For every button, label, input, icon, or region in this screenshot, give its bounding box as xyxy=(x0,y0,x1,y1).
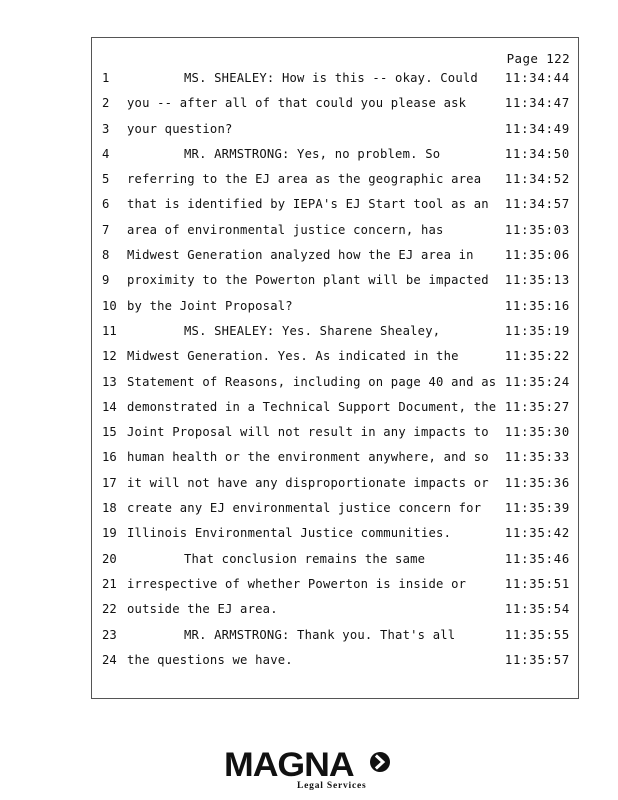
transcript-line xyxy=(92,96,578,121)
line-timestamp: 11:35:27 xyxy=(504,399,570,414)
arrow-circle-icon xyxy=(369,751,391,773)
line-number: 11 xyxy=(102,323,117,338)
line-timestamp: 11:35:24 xyxy=(504,374,570,389)
line-timestamp: 11:35:22 xyxy=(504,349,570,364)
line-number: 16 xyxy=(102,450,117,465)
transcript-line xyxy=(92,299,578,324)
transcript-line xyxy=(92,425,578,450)
transcript-line xyxy=(92,476,578,501)
line-timestamp: 11:35:03 xyxy=(504,222,570,237)
line-timestamp: 11:34:57 xyxy=(504,197,570,212)
line-text: Joint Proposal will not result in any impacts to xyxy=(127,425,489,440)
line-number: 22 xyxy=(102,602,117,617)
line-text: MR. ARMSTRONG: Thank you. That's all xyxy=(184,627,456,642)
line-text: MS. SHEALEY: Yes. Sharene Shealey, xyxy=(184,323,441,338)
line-timestamp: 11:35:42 xyxy=(504,526,570,541)
transcript-line xyxy=(92,223,578,248)
transcript-line xyxy=(92,248,578,273)
line-number: 8 xyxy=(102,248,110,263)
line-timestamp: 11:35:57 xyxy=(504,652,570,667)
line-number: 17 xyxy=(102,475,117,490)
transcript-line xyxy=(92,71,578,96)
line-text: MR. ARMSTRONG: Yes, no problem. So xyxy=(184,146,441,161)
line-number: 21 xyxy=(102,576,117,591)
transcript-line xyxy=(92,653,578,678)
line-text: human health or the environment anywhere, and so xyxy=(127,450,489,465)
line-number: 3 xyxy=(102,121,110,136)
line-timestamp: 11:35:39 xyxy=(504,501,570,516)
line-text: outside the EJ area. xyxy=(127,602,278,617)
transcript-line xyxy=(92,197,578,222)
line-number: 4 xyxy=(102,146,110,161)
line-number: 1 xyxy=(102,71,110,85)
line-number: 13 xyxy=(102,374,117,389)
line-text: irrespective of whether Powerton is inside or xyxy=(127,576,467,591)
line-text: that is identified by IEPA's EJ Start tool as an xyxy=(127,197,489,212)
line-timestamp: 11:35:06 xyxy=(504,248,570,263)
line-text: your question? xyxy=(127,121,233,136)
line-number: 5 xyxy=(102,172,110,187)
transcript-line xyxy=(92,602,578,627)
line-text: area of environmental justice concern, has xyxy=(127,222,444,237)
line-text: That conclusion remains the same xyxy=(184,551,426,566)
page-number: Page 122 xyxy=(506,51,570,66)
line-timestamp: 11:35:46 xyxy=(504,551,570,566)
transcript-page xyxy=(91,37,579,699)
line-text: create any EJ environmental justice concern for xyxy=(127,501,482,516)
line-number: 2 xyxy=(102,96,110,111)
transcript-line xyxy=(92,375,578,400)
line-number: 19 xyxy=(102,526,117,541)
transcript-line xyxy=(92,172,578,197)
transcript-line xyxy=(92,400,578,425)
line-number: 12 xyxy=(102,349,117,364)
transcript-line xyxy=(92,147,578,172)
line-timestamp: 11:34:44 xyxy=(504,71,570,85)
line-number: 14 xyxy=(102,399,117,414)
line-text: it will not have any disproportionate impacts or xyxy=(127,475,489,490)
line-number: 6 xyxy=(102,197,110,212)
line-timestamp: 11:34:52 xyxy=(504,172,570,187)
line-text: demonstrated in a Technical Support Document, the xyxy=(127,399,497,414)
line-timestamp: 11:35:55 xyxy=(504,627,570,642)
transcript-line xyxy=(92,450,578,475)
line-number: 18 xyxy=(102,501,117,516)
line-number: 10 xyxy=(102,298,117,313)
line-text: Statement of Reasons, including on page 40 and as xyxy=(127,374,497,389)
line-timestamp: 11:35:33 xyxy=(504,450,570,465)
line-timestamp: 11:35:13 xyxy=(504,273,570,288)
transcript-lines xyxy=(92,71,578,678)
line-number: 20 xyxy=(102,551,117,566)
transcript-line xyxy=(92,324,578,349)
line-timestamp: 11:35:30 xyxy=(504,425,570,440)
line-timestamp: 11:34:47 xyxy=(504,96,570,111)
line-timestamp: 11:34:50 xyxy=(504,146,570,161)
magna-logo xyxy=(224,745,399,795)
line-timestamp: 11:35:19 xyxy=(504,323,570,338)
line-text: you -- after all of that could you please ask xyxy=(127,96,467,111)
transcript-line xyxy=(92,349,578,374)
line-text: Midwest Generation. Yes. As indicated in the xyxy=(127,349,459,364)
transcript-line xyxy=(92,501,578,526)
line-text: the questions we have. xyxy=(127,652,293,667)
line-timestamp: 11:35:54 xyxy=(504,602,570,617)
line-number: 24 xyxy=(102,652,117,667)
line-number: 9 xyxy=(102,273,110,288)
line-number: 15 xyxy=(102,425,117,440)
line-number: 23 xyxy=(102,627,117,642)
line-text: MS. SHEALEY: How is this -- okay. Could xyxy=(184,71,478,85)
line-timestamp: 11:35:16 xyxy=(504,298,570,313)
logo-wordmark: MAGNA xyxy=(224,746,354,784)
logo-subtitle: Legal Services xyxy=(297,781,367,791)
line-text: by the Joint Proposal? xyxy=(127,298,293,313)
line-text: proximity to the Powerton plant will be impacted xyxy=(127,273,489,288)
transcript-line xyxy=(92,122,578,147)
line-text: Midwest Generation analyzed how the EJ area in xyxy=(127,248,474,263)
line-text: referring to the EJ area as the geographic area xyxy=(127,172,482,187)
transcript-line xyxy=(92,526,578,551)
line-number: 7 xyxy=(102,222,110,237)
transcript-line xyxy=(92,577,578,602)
line-text: Illinois Environmental Justice communities. xyxy=(127,526,452,541)
transcript-line xyxy=(92,273,578,298)
transcript-line xyxy=(92,552,578,577)
line-timestamp: 11:35:36 xyxy=(504,475,570,490)
line-timestamp: 11:34:49 xyxy=(504,121,570,136)
line-timestamp: 11:35:51 xyxy=(504,576,570,591)
transcript-line xyxy=(92,628,578,653)
